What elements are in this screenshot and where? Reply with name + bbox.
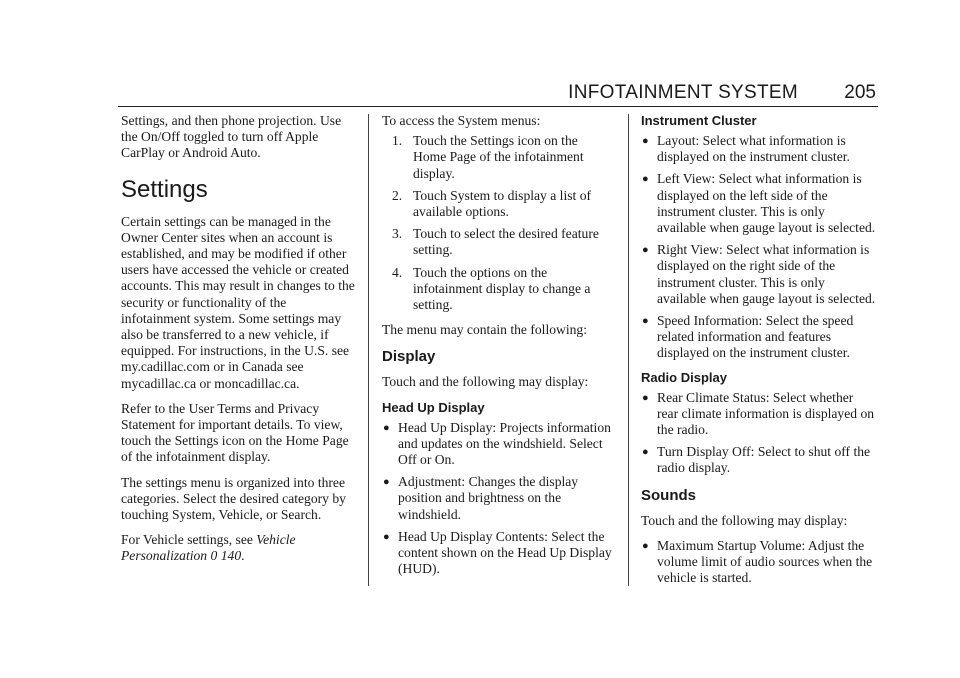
period: . — [241, 548, 245, 564]
step-text: Touch the options on the infotainment display to change a setting. — [413, 264, 591, 313]
vehicle-personalization-link[interactable]: Vehicle Personalization — [121, 532, 296, 564]
list-item — [641, 171, 876, 236]
column-divider-left — [368, 114, 369, 586]
bullet-icon: ● — [642, 446, 649, 459]
radio-display-heading: Radio Display — [641, 369, 727, 385]
page-ref-arrow-icon: 0 — [210, 548, 218, 564]
bullet-icon: ● — [642, 391, 649, 404]
list-item-text: Rear Climate Status: Select whether rear climate information is displayed on the radio. — [657, 389, 875, 438]
list-item — [641, 242, 876, 307]
vehicle-settings-paragraph — [121, 532, 356, 564]
list-item-text: Speed Information: Select the speed related information and features displayed on the instrument cluster. — [657, 313, 854, 361]
column-2 — [382, 113, 614, 585]
list-item-text: Head Up Display: Projects information and updates on the windshield. Select Off or On. — [398, 419, 611, 468]
list-item-text: Adjustment: Changes the display position and brightness on the windshield. — [398, 474, 579, 522]
bullet-icon: ● — [642, 135, 649, 147]
section-title: INFOTAINMENT SYSTEM — [568, 82, 798, 103]
bullet-icon: ● — [642, 539, 649, 552]
list-item-text: Maximum Startup Volume: Adjust the volume limit of audio sources when the vehicle is started. — [657, 537, 873, 586]
bullet-icon: ● — [383, 530, 390, 543]
list-item-text: Left View: Select what information is displayed on the left side of the instrument cluster. This is only available when gauge layout is selected. — [657, 171, 876, 236]
owner-center-paragraph: Certain settings can be managed in the Owner Center sites when an account is established, and may be modified if other users have accessed the vehicle or created accounts. This may result in changes to the security or functionality of the infotainment system. Some settings may also be transferred to a new vehicle, if equipped. For instructions, in the U.S. see my.cadillac.com or in Canada see mycadillac.ca or moncadillac.ca. — [121, 213, 355, 391]
system-menu-intro: To access the System menus: — [382, 113, 541, 128]
bullet-icon: ● — [642, 315, 649, 328]
list-item — [641, 390, 876, 439]
sounds-intro: Touch and the following may display: — [641, 512, 848, 528]
sounds-heading: Sounds — [641, 486, 696, 504]
system-steps-list — [382, 133, 614, 313]
page-ref-number: 140 — [220, 548, 242, 564]
list-item-text: Turn Display Off: Select to shut off the radio display. — [657, 444, 871, 476]
list-item-text: Head Up Display Contents: Select the content shown on the Head Up Display (HUD). — [398, 528, 612, 577]
cluster-list — [641, 133, 876, 362]
list-item — [382, 529, 614, 578]
instrument-cluster-heading: Instrument Cluster — [641, 113, 757, 128]
bullet-icon: ● — [642, 244, 649, 257]
page-number: 205 — [844, 82, 876, 103]
display-intro: Touch and the following may display: — [382, 374, 589, 390]
list-item-text: Layout: Select what information is displayed on the instrument cluster. — [657, 133, 850, 165]
bullet-icon: ● — [383, 421, 390, 434]
settings-heading: Settings — [121, 175, 208, 203]
step-number: 3. — [392, 226, 403, 242]
hud-heading: Head Up Display — [382, 399, 485, 415]
step-item — [382, 265, 614, 314]
step-number: 2. — [392, 187, 403, 203]
sounds-list — [641, 538, 876, 587]
intro-paragraph: Settings, and then phone projection. Use the On/Off toggled to turn off Apple CarPlay or Android Auto. — [121, 113, 342, 161]
list-item — [641, 133, 876, 165]
step-number: 1. — [392, 133, 403, 149]
column-1 — [121, 113, 356, 574]
list-item — [382, 420, 614, 469]
step-item — [382, 133, 614, 182]
bullet-icon: ● — [642, 173, 649, 186]
list-item — [382, 474, 614, 523]
hud-list — [382, 420, 614, 578]
column-3 — [641, 113, 876, 594]
list-item — [641, 538, 876, 587]
bullet-icon: ● — [383, 476, 390, 489]
step-number: 4. — [392, 264, 403, 280]
vehicle-settings-lead: For Vehicle settings, see — [121, 532, 253, 548]
step-text: Touch System to display a list of available options. — [413, 187, 592, 220]
step-text: Touch the Settings icon on the Home Page of the infotainment display. — [413, 133, 584, 181]
step-text: Touch to select the desired feature setting. — [413, 226, 599, 258]
step-item — [382, 226, 614, 258]
list-item — [641, 444, 876, 476]
privacy-paragraph: Refer to the User Terms and Privacy Statement for important details. To view, touch the Settings icon on the Home Page of the infotainment display. — [121, 400, 349, 465]
display-heading: Display — [382, 348, 436, 366]
categories-paragraph: The settings menu is organized into three categories. Select the desired category by touching System, Vehicle, or Search. — [121, 474, 346, 523]
radio-list — [641, 390, 876, 477]
list-item — [641, 313, 876, 362]
step-item — [382, 188, 614, 220]
list-item-text: Right View: Select what information is displayed on the right side of the instrument cluster. This is only available when gauge layout is selected. — [657, 242, 876, 306]
menu-note: The menu may contain the following: — [382, 322, 587, 338]
column-divider-right — [628, 114, 629, 586]
page-header — [118, 80, 878, 107]
